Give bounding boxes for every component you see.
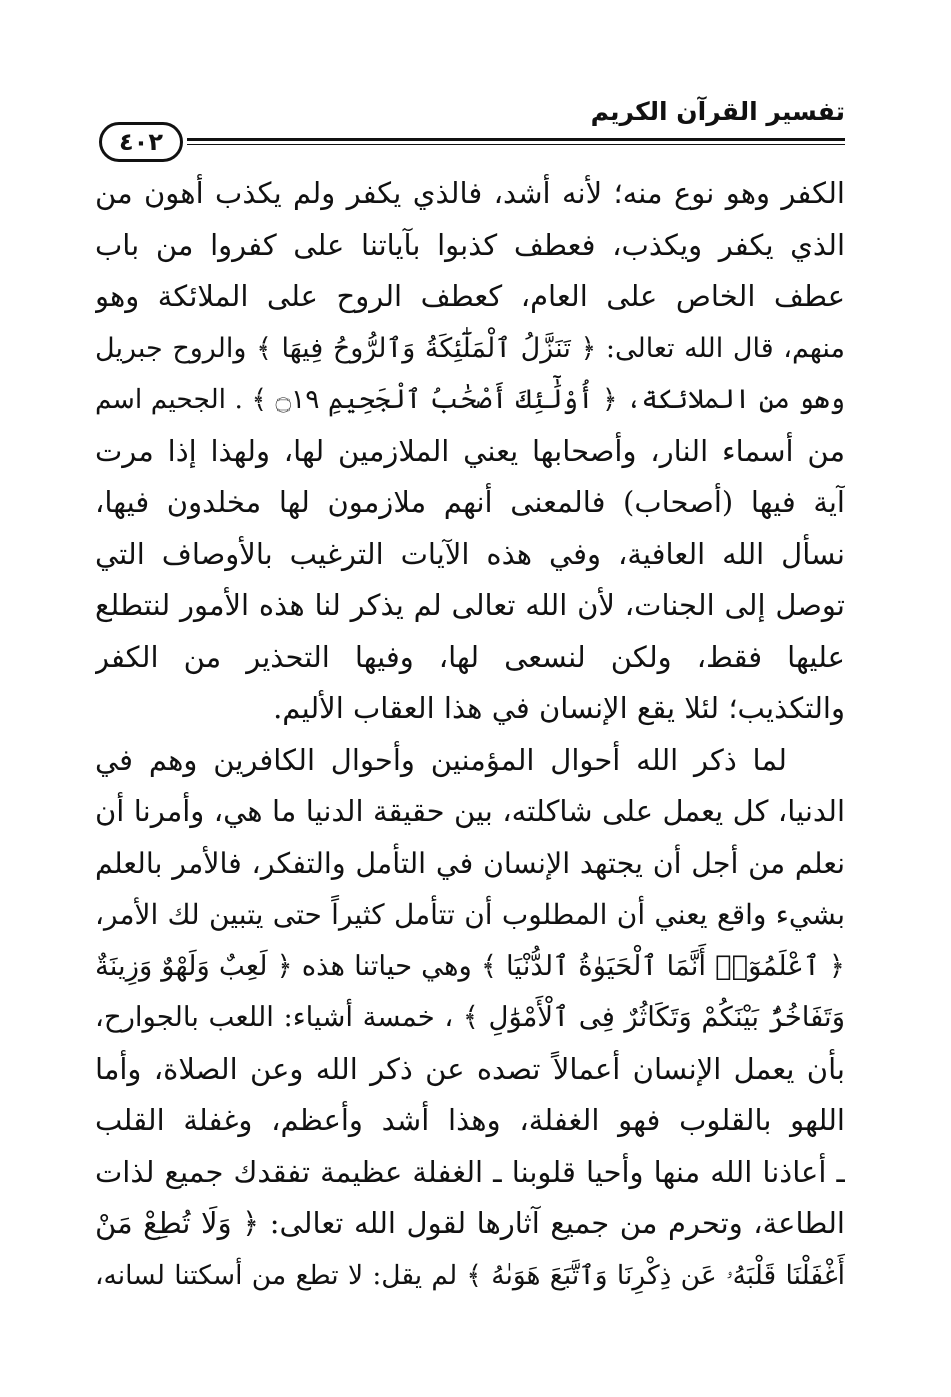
text-line: الدنيا، كل يعمل على شاكلته، بين حقيقة الدنيا ما هي، وأمرنا أن — [95, 794, 845, 828]
text-line: أَغْفَلْنَا قَلْبَهُۥ عَن ذِكْرِنَا وَٱتَّبَعَ هَوَىٰهُ ﴾ لم يقل: لا تطع من أسكتنا لسانه، — [95, 1259, 845, 1291]
page-header — [95, 92, 845, 162]
text-line: الكفر وهو نوع منه؛ لأنه أشد، فالذي يكفر ولم يكذب أهون من — [95, 176, 845, 210]
text-line: نسأل الله العافية، وفي هذه الآيات الترغيب بالأوصاف التي — [95, 536, 845, 571]
header-rule — [187, 138, 845, 141]
book-title: تفسير القرآن الكريم — [590, 97, 845, 126]
text-line: عليها فقط، ولكن لنسعى لها، وفيها التحذير من الكفر — [95, 639, 845, 674]
text-line: توصل إلى الجنات، لأن الله تعالى لم يذكر لنا هذه الأمور لنتطلع — [95, 588, 845, 622]
text-line: من أسماء النار، وأصحابها يعني الملازمين لها، ولهذا إذا مرت — [95, 433, 845, 468]
page-number: ٤٠٢ — [99, 122, 183, 162]
text-line: ﴿ ٱعْلَمُوٓا۟ أَنَّمَا ٱلْحَيَوٰةُ ٱلدُّنْيَا ﴾ وهي حياتنا هذه ﴿ لَعِبٌ وَلَهْوٌ وَزِينَةٌ — [95, 949, 845, 982]
text-line: اللهو بالقلوب فهو الغفلة، وهذا أشد وأعظم، وغفلة القلب — [95, 1103, 845, 1137]
text-line: بشيء واقع يعني أن المطلوب أن تتأمل كثيراً حتى يتبين لك الأمر، — [95, 898, 845, 931]
text-line: وَتَفَاخُرٌۢ بَيْنَكُمْ وَتَكَاثُرٌ فِى ٱلْأَمْوَٰلِ ﴾ ، خمسة أشياء: اللعب بالجوارح، — [95, 1001, 845, 1033]
text-line: آية فيها (أصحاب) فالمعنى أنهم ملازمون لها مخلدون فيها، — [95, 485, 845, 519]
text-line: وهو من الملائكة، ﴿ أُوْلَٰٓئِكَ أَصْحَٰبُ ٱلْجَحِيمِ ۝١٩ ﴾ . الجحيم اسم — [95, 384, 845, 415]
text-line: نعلم من أجل أن يجتهد الإنسان في التأمل والتفكر، فالأمر بالعلم — [95, 846, 845, 880]
text-line: الذي يكفر ويكذب، فعطف كذبوا بآياتنا على كفروا من باب — [95, 227, 845, 262]
text-line: بأن يعمل الإنسان أعمالاً تصده عن ذكر الله وعن الصلاة، وأما — [95, 1051, 845, 1086]
text-line: والتكذيب؛ لئلا يقع الإنسان في هذا العقاب الأليم. — [273, 691, 845, 725]
body-text — [95, 168, 845, 1301]
header-rule-thin — [187, 144, 845, 145]
text-line: عطف الخاص على العام، كعطف الروح على الملائكة وهو — [95, 279, 845, 313]
text-line: الطاعة، وتحرم من جميع آثارها لقول الله تعالى: ﴿ وَلَا تُطِعْ مَنْ — [95, 1206, 845, 1240]
text-line: لما ذكر الله أحوال المؤمنين وأحوال الكافرين وهم في — [95, 742, 787, 777]
text-line: منهم، قال الله تعالى: ﴿ تَنَزَّلُ ٱلْمَلَٰٓئِكَةُ وَٱلرُّوحُ فِيهَا ﴾ والروح جبريل — [95, 332, 845, 364]
text-line: ـ أعاذنا الله منها وأحيا قلوبنا ـ الغفلة عظيمة تفقدك جميع لذات — [95, 1154, 845, 1189]
